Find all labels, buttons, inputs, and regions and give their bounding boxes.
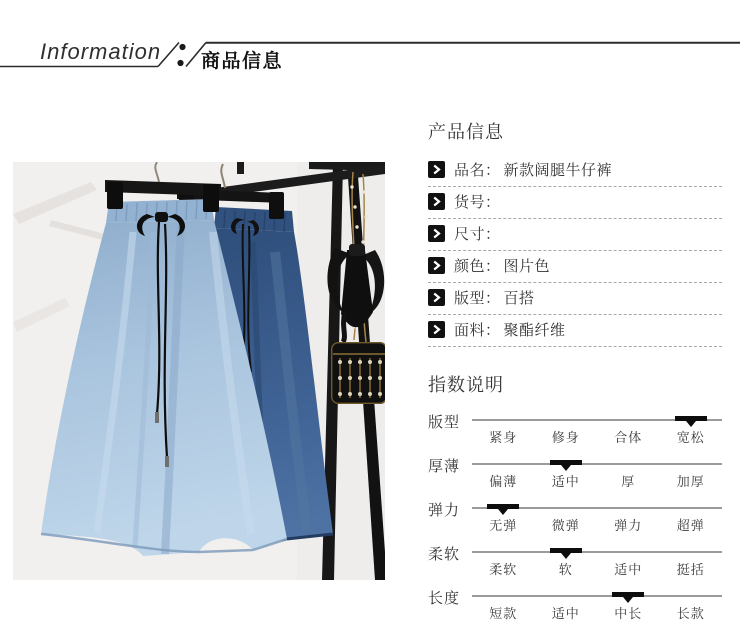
scale-option: 短款	[489, 606, 518, 621]
info-item-label: 面料：	[454, 322, 501, 339]
scale-line	[472, 551, 722, 553]
scale-option: 中长	[614, 606, 643, 621]
scale-line	[472, 463, 722, 465]
scale-marker-icon	[487, 504, 519, 509]
scale-marker-icon	[550, 548, 582, 553]
chevron-right-icon	[428, 225, 445, 242]
scale-option: 挺括	[676, 562, 705, 577]
scale-option: 修身	[551, 430, 580, 445]
scale-option: 宽松	[676, 430, 705, 445]
hanger-clip	[107, 182, 123, 209]
scale-option: 适中	[614, 562, 643, 577]
scale-option: 柔软	[489, 562, 518, 577]
product-info-list	[428, 155, 722, 347]
info-item-value: 新款阔腿牛仔裤	[503, 162, 613, 179]
handbag	[331, 342, 385, 404]
index-row-label: 厚薄	[428, 458, 461, 475]
index-scale-track	[472, 542, 722, 586]
info-item-fit	[428, 283, 722, 315]
index-scale-rows	[428, 410, 722, 630]
hanger-clip	[203, 184, 219, 212]
index-row-label: 长度	[428, 590, 461, 607]
scale-marker-icon	[612, 592, 644, 597]
index-scale-track	[472, 498, 722, 542]
info-item-size	[428, 219, 722, 251]
scale-option: 偏薄	[489, 474, 518, 489]
index-row-thickness	[428, 454, 722, 498]
index-scale-track	[472, 454, 722, 498]
info-item-label: 颜色：	[454, 258, 501, 275]
product-info-title: 产品信息	[428, 122, 504, 142]
scale-option: 软	[558, 562, 573, 577]
index-row-fit	[428, 410, 722, 454]
info-item-label: 货号：	[454, 194, 501, 211]
info-item-color	[428, 251, 722, 283]
info-item-value: 百搭	[503, 290, 535, 307]
chevron-right-icon	[428, 289, 445, 306]
index-row-label: 柔软	[428, 546, 461, 563]
scale-option: 加厚	[676, 474, 705, 489]
index-row-elasticity	[428, 498, 722, 542]
scale-option: 超弹	[676, 518, 705, 533]
info-item-value: 聚酯纤维	[503, 322, 566, 339]
product-photo	[13, 162, 385, 580]
scale-option: 合体	[614, 430, 643, 445]
scale-option: 紧身	[489, 430, 518, 445]
index-row-length	[428, 586, 722, 630]
scale-line	[472, 595, 722, 597]
info-item-name	[428, 155, 722, 187]
info-item-label: 尺寸：	[454, 226, 501, 243]
info-item-sku	[428, 187, 722, 219]
header-subtitle-en: Information	[40, 39, 162, 64]
info-item-fabric	[428, 315, 722, 347]
scale-option: 厚	[621, 474, 636, 489]
chevron-right-icon	[428, 257, 445, 274]
scale-option: 适中	[551, 474, 580, 489]
scale-marker-icon	[550, 460, 582, 465]
info-item-label: 品名：	[454, 162, 501, 179]
scale-option: 弹力	[614, 518, 643, 533]
index-row-softness	[428, 542, 722, 586]
header-title-zh: 商品信息	[201, 51, 284, 72]
index-row-label: 版型	[428, 414, 461, 431]
index-scale-track	[472, 410, 722, 454]
index-section-title: 指数说明	[428, 375, 504, 395]
scale-option: 无弹	[489, 518, 518, 533]
chevron-right-icon	[428, 321, 445, 338]
product-info-panel	[428, 120, 722, 630]
hanger-clip	[269, 192, 284, 219]
info-item-value: 图片色	[503, 258, 551, 275]
scale-marker-icon	[675, 416, 707, 421]
scale-option: 适中	[551, 606, 580, 621]
index-scale-track	[472, 586, 722, 630]
index-row-label: 弹力	[428, 502, 461, 519]
scale-option: 微弹	[551, 518, 580, 533]
chevron-right-icon	[428, 161, 445, 178]
chevron-right-icon	[428, 193, 445, 210]
scale-option: 长款	[676, 606, 705, 621]
info-item-label: 版型：	[454, 290, 501, 307]
